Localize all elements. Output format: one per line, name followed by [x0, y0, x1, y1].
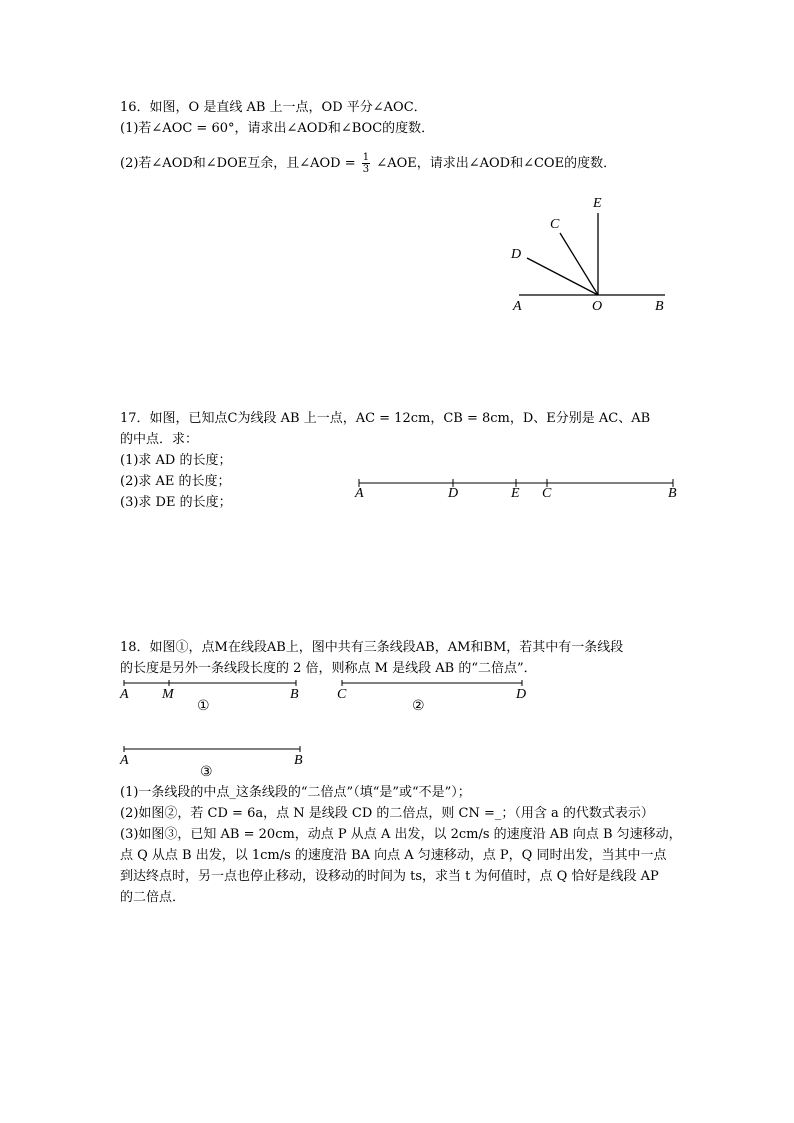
- label-c: C: [542, 486, 552, 501]
- figure-18-3: [119, 746, 303, 780]
- p18-line-2: 的长度是另外一条线段长度的 2 倍，则称点 M 是线段 AB 的“二倍点”．: [120, 661, 537, 676]
- label-b: B: [290, 687, 299, 702]
- figure-18-2: [337, 680, 526, 714]
- p18-question-1: (1)一条线段的中点_这条线段的“二倍点”（填“是”或“不是”）；: [120, 785, 471, 800]
- p16-q2-prefix: (2)若∠AOD和∠DOE互余，且∠AOD =: [120, 156, 356, 171]
- p17-question-2: (2)求 AE 的长度；: [120, 474, 231, 489]
- p18-question-2: (2)如图②，若 CD = 6a，点 N 是线段 CD 的二倍点，则 CN =_；（用含 a 的代数式表示）: [120, 806, 654, 821]
- label-b: B: [668, 486, 677, 501]
- p16-title: 16．如图，O 是直线 AB 上一点，OD 平分∠AOC．: [120, 100, 427, 115]
- label-a: A: [120, 753, 129, 768]
- figure-number-3: ③: [200, 764, 213, 780]
- figure-number-1: ①: [197, 698, 210, 714]
- fraction-denominator: 3: [362, 164, 370, 175]
- figure-16: [510, 196, 665, 314]
- label-d: D: [516, 687, 527, 702]
- label-d: D: [448, 486, 459, 501]
- label-a: A: [355, 486, 364, 501]
- figure-17: [354, 479, 677, 501]
- label-a: A: [120, 687, 129, 702]
- label-m: M: [162, 687, 174, 702]
- label-a: A: [513, 299, 522, 314]
- label-c: C: [550, 217, 560, 232]
- figure-18-1: [119, 680, 299, 714]
- figure-number-2: ②: [412, 698, 425, 714]
- p17-question-1: (1)求 AD 的长度；: [120, 453, 232, 468]
- label-e: E: [511, 486, 520, 501]
- p18-question-3-line-1: (3)如图③，已知 AB = 20cm，动点 P 从点 A 出发，以 2cm/s 的速度沿 AB 向点 B 匀速移动，: [120, 827, 682, 842]
- label-o: O: [592, 299, 603, 314]
- p18-question-3-line-4: 的二倍点．: [120, 890, 186, 905]
- p17-question-3: (3)求 DE 的长度；: [120, 495, 232, 510]
- p17-line-1: 17．如图，已知点C为线段 AB 上一点，AC = 12cm，CB = 8cm，D、E分别是 AC、AB: [120, 411, 651, 426]
- fraction-numerator: 1: [362, 152, 370, 163]
- p16-question-1: (1)若∠AOC = 60°，请求出∠AOD和∠BOC的度数．: [120, 121, 435, 136]
- label-b: B: [655, 299, 664, 314]
- p18-line-1: 18．如图①，点M在线段AB上，图中共有三条线段AB，AM和BM，若其中有一条线段: [120, 640, 624, 655]
- p18-question-3-line-2: 点 Q 从点 B 出发，以 1cm/s 的速度沿 BA 向点 A 匀速移动，点 P，Q 同时出发，当其中一点: [120, 848, 667, 863]
- p18-question-3-line-3: 到达终点时，另一点也停止移动，设移动的时间为 ts，求当 t 为何值时，点 Q 恰好是线段 AP: [120, 869, 659, 884]
- p16-q2-suffix: ∠AOE，请求出∠AOD和∠COE的度数．: [376, 156, 617, 171]
- label-b: B: [294, 753, 303, 768]
- label-c: C: [337, 687, 347, 702]
- p17-line-2: 的中点．求：: [120, 432, 199, 447]
- label-e: E: [593, 196, 602, 211]
- label-d: D: [511, 247, 522, 262]
